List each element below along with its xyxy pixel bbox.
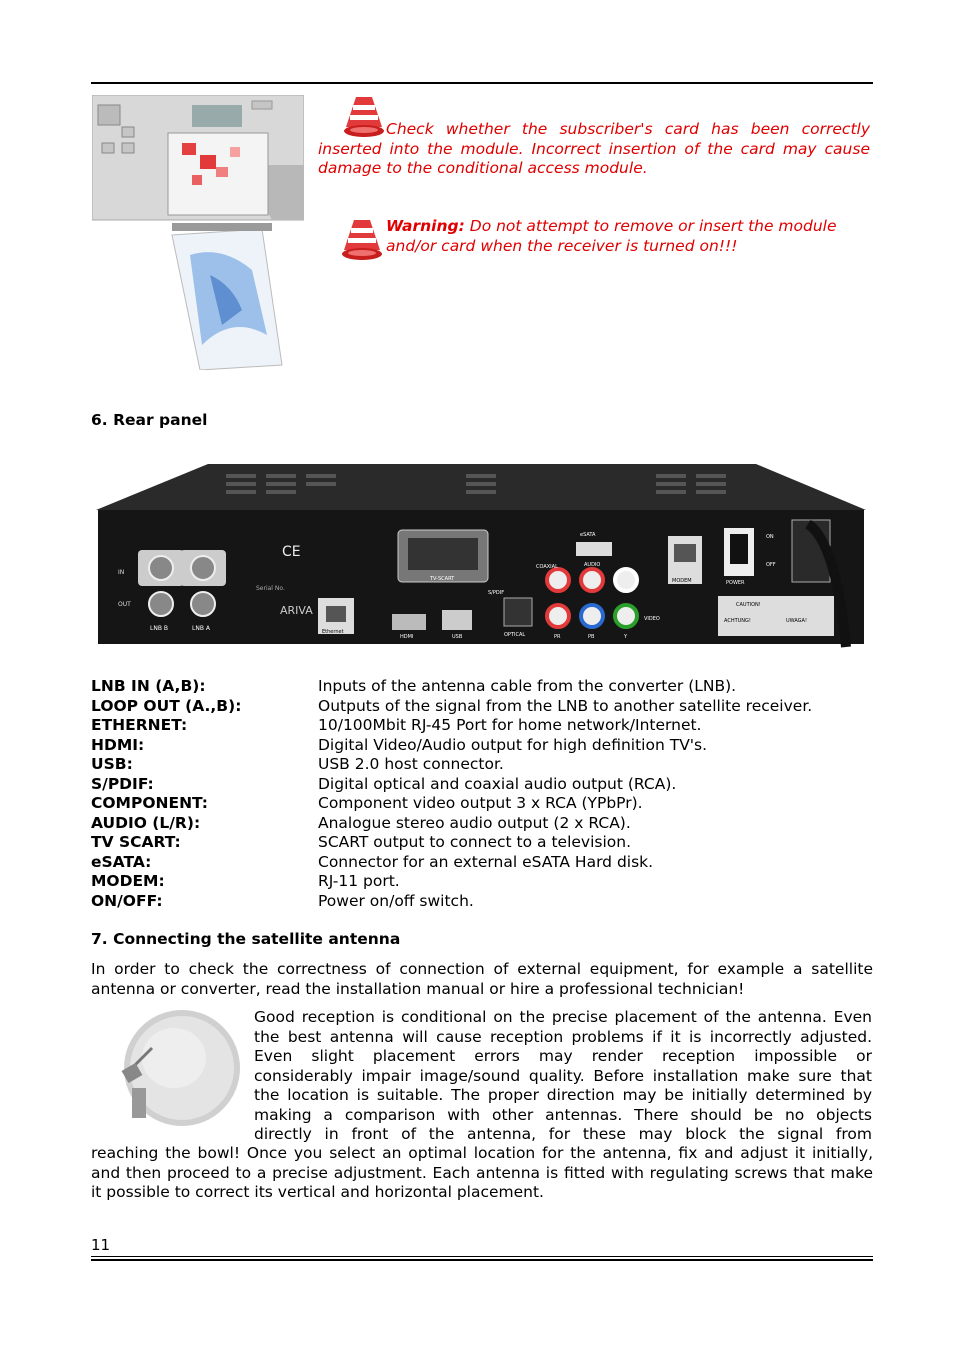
antenna-body-line: considerably impair image/sound quality. Before installation make sure that (254, 1066, 872, 1085)
page-number: 11 (91, 1236, 111, 1254)
section-title-antenna: 7. Connecting the satellite antenna (91, 930, 401, 948)
label-off: OFF (766, 562, 776, 568)
antenna-body-line: the location is suitable. The proper direction may be initially determined by (254, 1086, 872, 1104)
label-out: OUT (118, 601, 131, 608)
antenna-body-line: making a comparison with other antennas. There should be no objects (254, 1105, 872, 1124)
card-check-note: Check whether the subscriber's card has been correctly inserted into the module. Incorrect insertion of the card may cause damage to the conditional access module. (318, 120, 870, 177)
spec-key: S/PDIF: (91, 774, 154, 793)
label-pb: PB (588, 634, 595, 640)
spec-row (91, 697, 873, 717)
spec-row (91, 736, 873, 756)
spec-value: Component video output 3 x RCA (YPbPr). (318, 794, 643, 812)
spec-row (91, 833, 873, 853)
footer-rule (91, 1256, 873, 1257)
section-title-rear-panel: 6. Rear panel (91, 411, 208, 429)
satellite-dish-image (114, 1008, 244, 1133)
warning-text: Do not attempt to remove or insert the module and/or card when the receiver is turned on!!! (386, 217, 837, 255)
label-coaxial: COAXIAL (536, 564, 558, 570)
spec-row (91, 775, 873, 795)
spec-value: RJ-11 port. (318, 872, 400, 890)
spec-value: Analogue stereo audio output (2 x RCA). (318, 813, 631, 832)
spec-key: COMPONENT: (91, 794, 208, 812)
spec-row (91, 872, 873, 892)
antenna-body-line: the best antenna will cause reception problems if it is incorrectly adjusted. (254, 1027, 872, 1046)
spec-value: Inputs of the antenna cable from the converter (LNB). (318, 677, 737, 695)
header-rule (91, 82, 873, 84)
label-scart: TV-SCART (430, 576, 455, 582)
spec-row (91, 794, 873, 814)
label-in: IN (118, 569, 125, 576)
spec-key: HDMI: (91, 735, 145, 754)
spec-key: LNB IN (A,B): (91, 677, 206, 695)
label-pr: PR (554, 634, 561, 640)
label-y: Y (624, 634, 628, 640)
spec-row (91, 677, 873, 697)
label-video: VIDEO (644, 616, 660, 622)
spec-key: ON/OFF: (91, 891, 163, 910)
label-esata: eSATA (580, 532, 596, 538)
label-lnb-a: LNB A (192, 625, 210, 632)
antenna-intro-paragraph: In order to check the correctness of connection of external equipment, for example a satellite antenna or converter, read the installation manual or hire a professional technician! (91, 960, 873, 998)
rear-panel-image (96, 462, 866, 650)
spec-key: ETHERNET: (91, 716, 188, 734)
label-achtung: ACHTUNG! (724, 618, 751, 624)
label-audio: AUDIO (584, 562, 601, 568)
spec-key: USB: (91, 755, 133, 773)
spec-value: Power on/off switch. (318, 891, 474, 910)
spec-row (91, 853, 873, 873)
label-ethernet: Ethernet (322, 629, 344, 635)
spec-key: LOOP OUT (A.,B): (91, 696, 242, 715)
spec-key: eSATA: (91, 852, 152, 871)
warning-label: Warning: (386, 217, 465, 235)
spec-row (91, 892, 873, 912)
spec-row (91, 716, 873, 736)
label-on: ON (766, 534, 774, 540)
svg-text:CE: CE (282, 544, 301, 560)
label-hdmi: HDMI (400, 634, 414, 640)
antenna-body-line: directly in front of the antenna, for these may block the signal from (254, 1125, 872, 1143)
label-caution: CAUTION! (736, 602, 761, 608)
warning-beacon-icon (340, 216, 386, 262)
label-serial: Serial No. (256, 585, 285, 592)
spec-value: Outputs of the signal from the LNB to another satellite receiver. (318, 696, 813, 715)
label-lnb-b: LNB B (150, 625, 168, 632)
spec-value: 10/100Mbit RJ-45 Port for home network/Internet. (318, 716, 702, 734)
label-power: POWER (726, 580, 745, 586)
spec-key: MODEM: (91, 872, 165, 890)
spec-key: TV SCART: (91, 833, 181, 851)
warning-note (386, 217, 870, 256)
spec-value: Digital optical and coaxial audio output (RCA). (318, 774, 677, 793)
spec-row (91, 814, 873, 834)
antenna-body-line: Good reception is conditional on the precise placement of the antenna. Even (254, 1008, 872, 1026)
connector-spec-list (91, 677, 873, 911)
label-optical: OPTICAL (504, 632, 526, 638)
card-insertion-image (92, 95, 304, 370)
spec-value: USB 2.0 host connector. (318, 755, 504, 773)
footer-rule-thick (91, 1259, 873, 1261)
label-uwaga: UWAGA! (786, 618, 807, 624)
label-spdif: S/PDIF (488, 590, 505, 596)
label-brand: ARIVA (280, 604, 313, 617)
spec-row (91, 755, 873, 775)
spec-value: Connector for an external eSATA Hard disk. (318, 852, 654, 871)
label-usb: USB (452, 634, 463, 640)
spec-value: Digital Video/Audio output for high definition TV's. (318, 735, 708, 754)
antenna-tail-paragraph: reaching the bowl! Once you select an optimal location for the antenna, fix and adjust it initially, and then proceed to a precise adjustment. Each antenna is fitted with regulating screws that make it possible to correct its vertical and horizontal placement. (91, 1144, 873, 1201)
spec-key: AUDIO (L/R): (91, 813, 201, 832)
spec-value: SCART output to connect to a television. (318, 833, 632, 851)
antenna-body-line: Even slight placement errors may render reception impossible or (254, 1047, 872, 1065)
label-modem: MODEM (672, 578, 692, 584)
